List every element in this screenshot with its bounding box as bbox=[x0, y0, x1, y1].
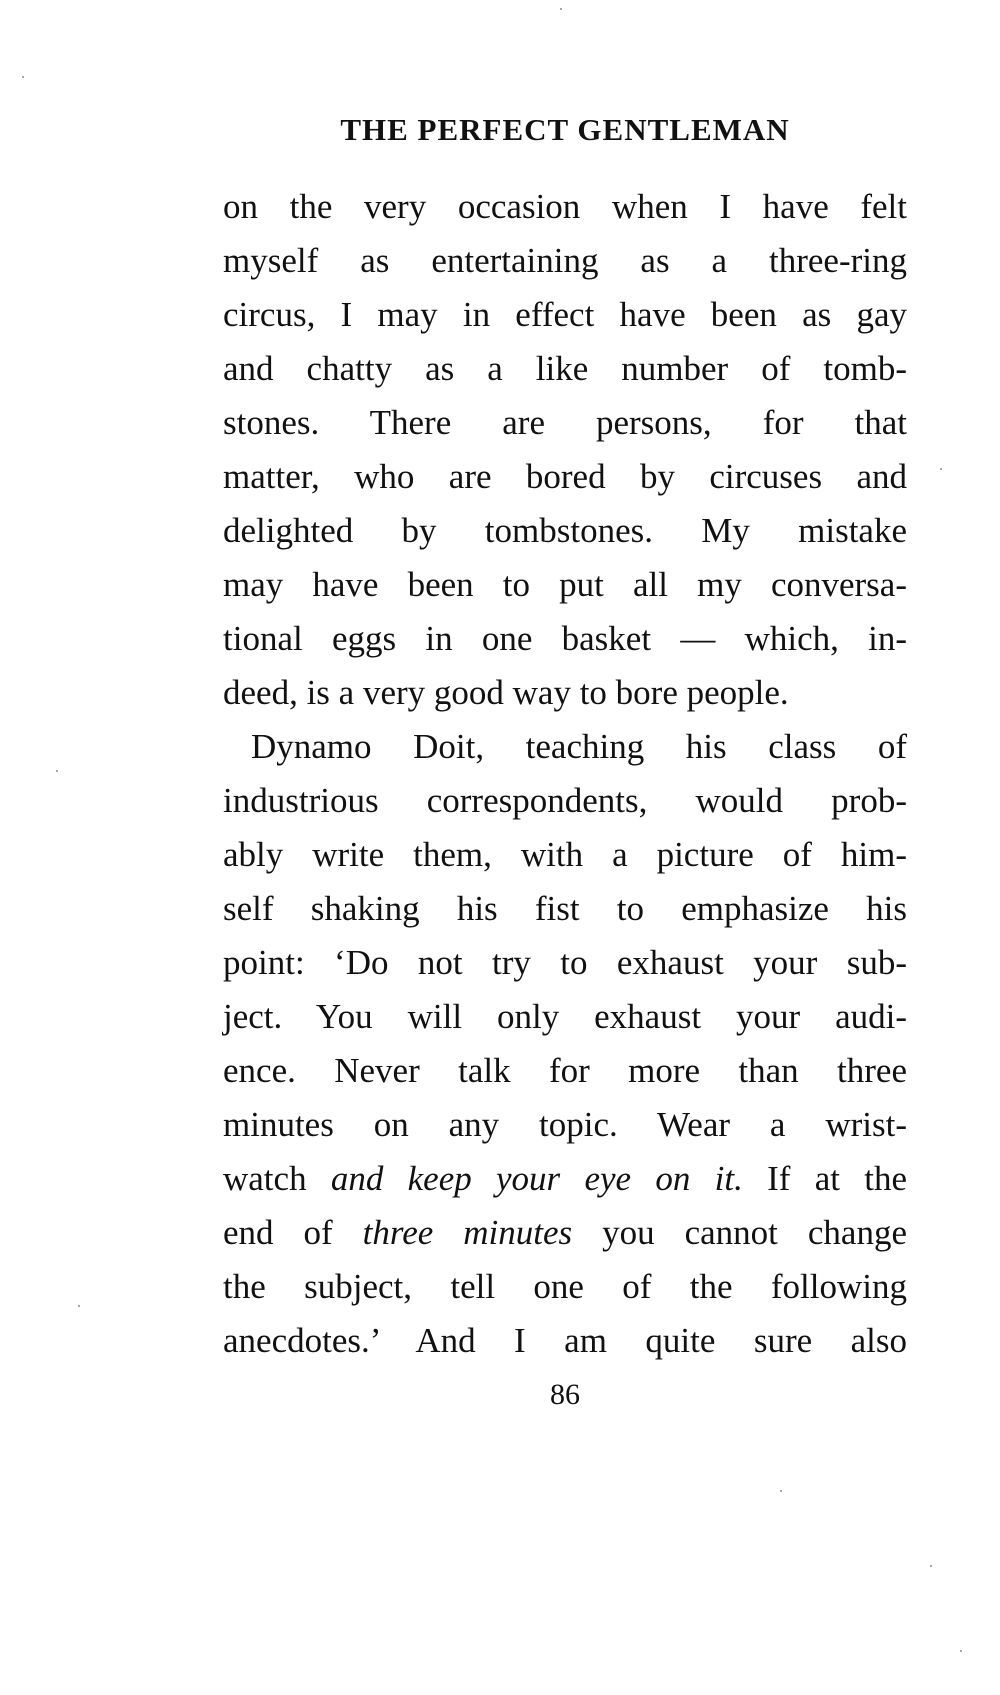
text-line: the subject, tell one of the following bbox=[223, 1267, 907, 1306]
italic-run: three minutes bbox=[362, 1213, 573, 1252]
text-run: watch bbox=[223, 1159, 331, 1198]
text-line: deed, is a very good way to bore people. bbox=[223, 673, 789, 712]
text-line: Dynamo Doit, teaching his class of bbox=[251, 727, 907, 766]
text-run: If at the bbox=[742, 1159, 907, 1198]
text-line: may have been to put all my conversa- bbox=[223, 565, 907, 604]
page-number: 86 bbox=[550, 1378, 580, 1411]
text-line: point: ‘Do not try to exhaust your sub- bbox=[223, 943, 907, 982]
text-line: circus, I may in effect have been as gay bbox=[223, 295, 907, 334]
text-run: end of bbox=[223, 1213, 363, 1252]
text-line: myself as entertaining as a three-ring bbox=[223, 241, 907, 280]
text-line: on the very occasion when I have felt bbox=[223, 187, 907, 226]
scan-speck bbox=[930, 1565, 932, 1567]
scan-speck bbox=[560, 8, 562, 10]
scan-speck bbox=[56, 770, 58, 772]
text-line bbox=[223, 1206, 907, 1260]
text-line: stones. There are persons, for that bbox=[223, 403, 907, 442]
text-line: ably write them, with a picture of him- bbox=[223, 835, 907, 874]
italic-run: and keep your eye on it. bbox=[330, 1159, 743, 1198]
text-line: industrious correspondents, would prob- bbox=[223, 781, 907, 820]
scan-speck bbox=[22, 76, 24, 78]
text-line: self shaking his fist to emphasize his bbox=[223, 889, 907, 928]
text-line: matter, who are bored by circuses and bbox=[223, 457, 907, 496]
scan-speck bbox=[78, 1305, 80, 1307]
scan-speck bbox=[780, 1490, 782, 1492]
text-line: tional eggs in one basket — which, in- bbox=[223, 619, 907, 658]
text-line: anecdotes.’ And I am quite sure also bbox=[223, 1321, 907, 1360]
text-line: delighted by tombstones. My mistake bbox=[223, 511, 907, 550]
scan-speck bbox=[960, 1650, 962, 1652]
text-line bbox=[223, 1152, 907, 1206]
text-run: you cannot change bbox=[572, 1213, 907, 1252]
running-head: THE PERFECT GENTLEMAN bbox=[340, 112, 790, 147]
body-text bbox=[223, 180, 907, 1368]
text-line: ence. Never talk for more than three bbox=[223, 1051, 907, 1090]
text-line: and chatty as a like number of tomb- bbox=[223, 349, 907, 388]
text-line: ject. You will only exhaust your audi- bbox=[223, 997, 907, 1036]
scan-speck bbox=[940, 468, 942, 470]
text-line: minutes on any topic. Wear a wrist- bbox=[223, 1105, 907, 1144]
